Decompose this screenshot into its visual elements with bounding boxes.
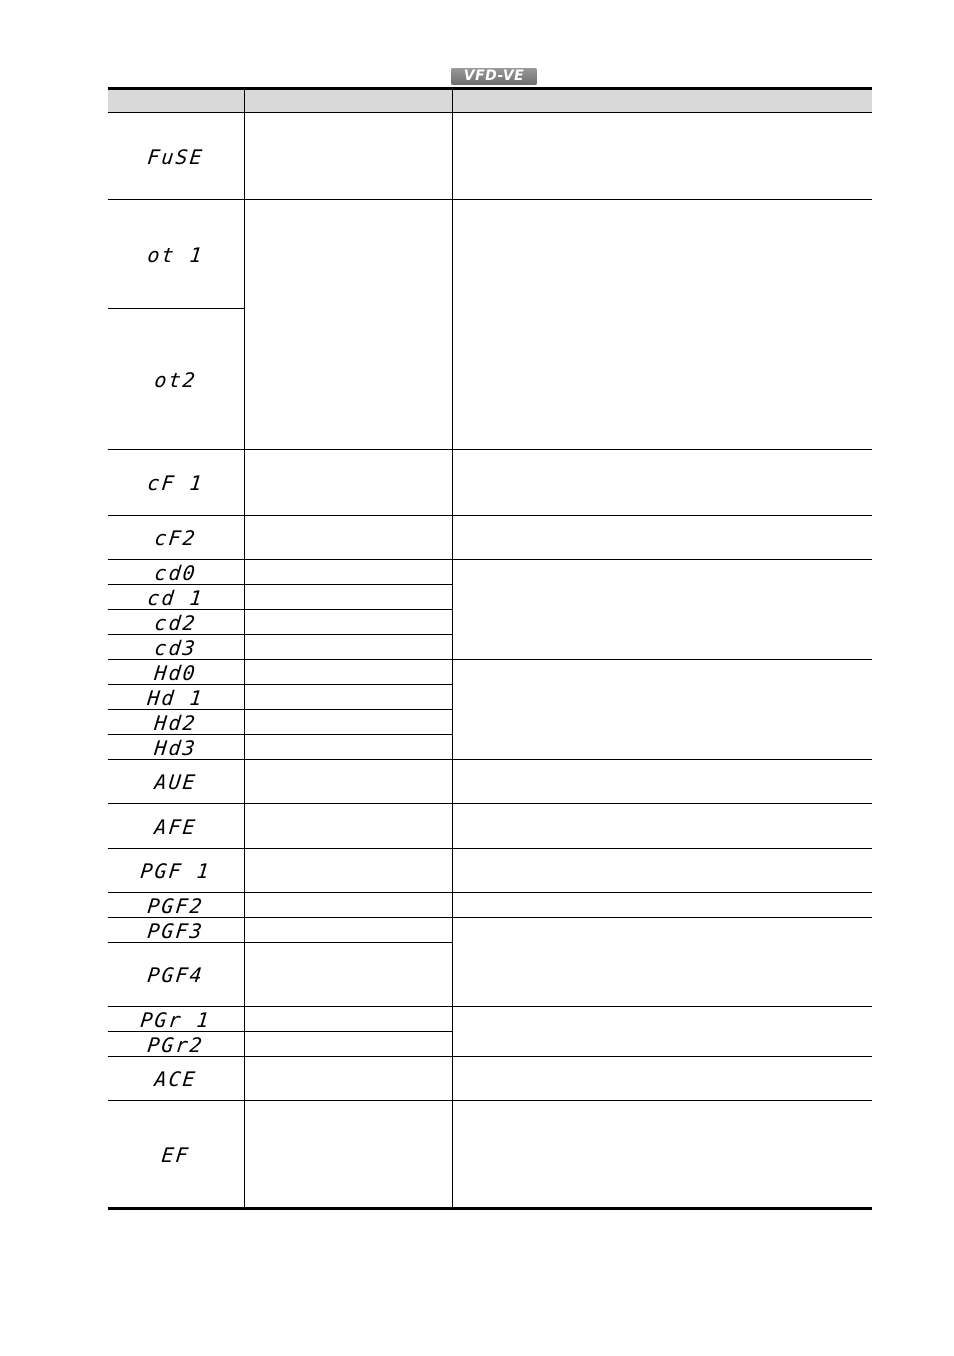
fault-code: PGF2 [107,893,246,918]
corrective-action-cell [452,893,872,918]
corrective-action-cell [452,918,872,1007]
fault-description-cell [244,1032,452,1057]
fault-description-cell [244,1057,452,1101]
fault-code: Hd2 [107,710,246,735]
vfd-ve-logo [451,68,537,85]
table-row [108,849,872,893]
fault-description-cell [244,760,452,804]
logo-text: VFD-VE [463,68,525,84]
fault-code: ot 1 [102,200,249,309]
table-row [108,1007,872,1032]
fault-code: cd 1 [107,585,246,610]
fault-code-table-container [108,87,872,1210]
table-header-row [108,89,872,113]
corrective-action-cell [452,516,872,560]
table-row [108,113,872,200]
corrective-action-cell [452,660,872,760]
fault-description-cell [244,450,452,516]
fault-description-cell [244,560,452,585]
fault-description-cell [244,804,452,849]
header-fault-descriptions [244,89,452,113]
fault-code: Hd 1 [107,685,246,710]
fault-description-cell [244,585,452,610]
fault-code: PGF4 [105,943,248,1007]
corrective-action-cell [452,804,872,849]
corrective-action-cell [452,760,872,804]
fault-description-cell [244,200,452,450]
corrective-action-cell [452,113,872,200]
table-row [108,1057,872,1101]
header-fault-name [108,89,244,113]
corrective-action-cell [452,450,872,516]
table-row [108,918,872,943]
fault-description-cell [244,685,452,710]
fault-description-cell [244,113,452,200]
fault-description-cell [244,893,452,918]
fault-code: EF [102,1101,249,1209]
corrective-action-cell [452,200,872,450]
corrective-action-cell [452,849,872,893]
fault-code-table [108,87,872,1210]
fault-code: ot2 [101,309,252,450]
fault-code: PGr2 [107,1032,246,1057]
fault-code: Hd0 [107,660,246,685]
fault-description-cell [244,610,452,635]
fault-code: PGF 1 [106,849,247,893]
fault-code: PGr 1 [107,1007,246,1032]
fault-code: FuSE [103,113,248,200]
fault-code: Hd3 [107,735,246,760]
fault-description-cell [244,1007,452,1032]
fault-code: cd2 [107,610,246,635]
corrective-action-cell [452,1007,872,1057]
fault-description-cell [244,660,452,685]
table-row [108,893,872,918]
fault-description-cell [244,516,452,560]
fault-code: AFE [106,804,247,849]
table-row [108,450,872,516]
header-corrective-actions [452,89,872,113]
fault-description-cell [244,849,452,893]
table-row [108,560,872,585]
fault-description-cell [244,635,452,660]
table-row [108,804,872,849]
table-row [108,1101,872,1209]
table-row [108,516,872,560]
fault-code: AUE [106,760,247,804]
table-row [108,200,872,309]
fault-code: ACE [106,1057,247,1101]
corrective-action-cell [452,1057,872,1101]
fault-description-cell [244,710,452,735]
fault-code: cF2 [106,516,247,560]
fault-code: PGF3 [107,918,246,943]
fault-description-cell [244,943,452,1007]
fault-code: cd3 [107,635,246,660]
fault-code: cF 1 [105,450,248,516]
table-row [108,660,872,685]
fault-description-cell [244,1101,452,1209]
fault-description-cell [244,918,452,943]
table-row [108,760,872,804]
fault-description-cell [244,735,452,760]
corrective-action-cell [452,560,872,660]
fault-code: cd0 [107,560,246,585]
corrective-action-cell [452,1101,872,1209]
